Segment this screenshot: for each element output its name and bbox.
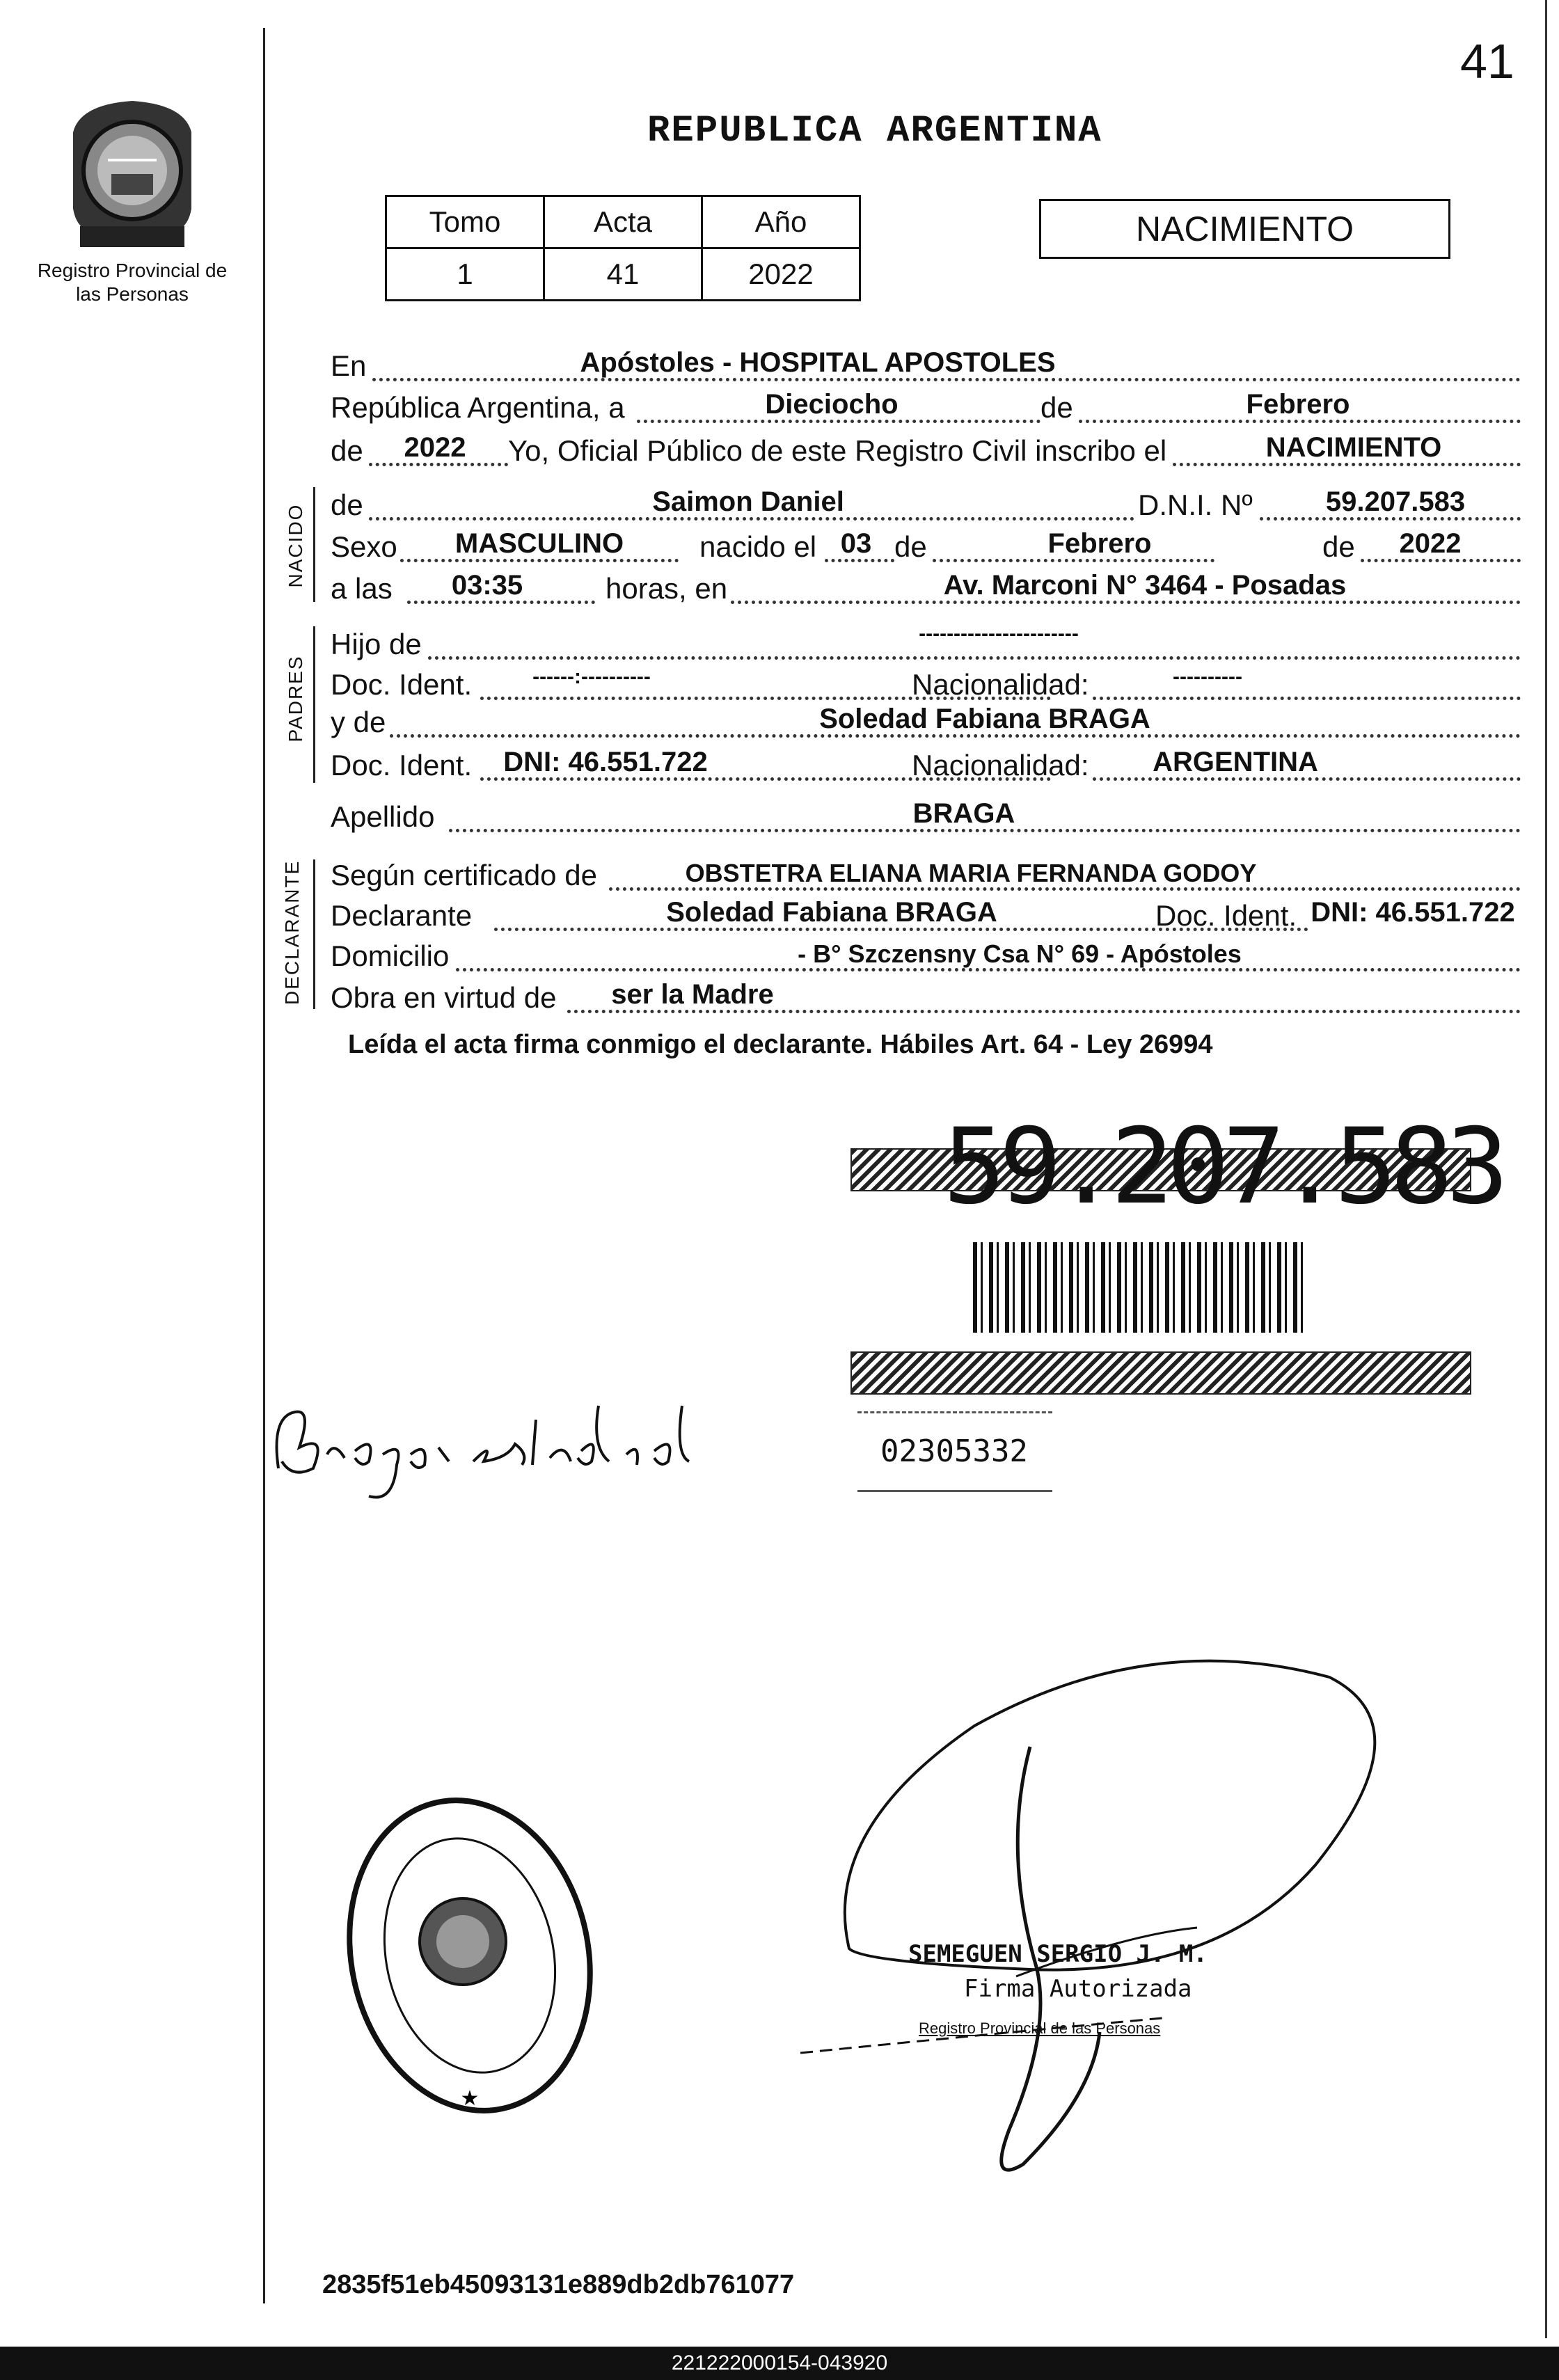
province-seal-icon [59, 90, 205, 254]
label-nacionalidad: Nacionalidad: [912, 668, 1089, 701]
child-dni-value: 59.207.583 [1325, 486, 1466, 517]
label-nacionalidad: Nacionalidad: [912, 749, 1089, 782]
form-line-republica [331, 390, 1521, 429]
child-name-value: Saimon Daniel [652, 486, 844, 517]
record-table-header: Acta [544, 196, 702, 248]
mother-doc-value: DNI: 46.551.722 [503, 747, 708, 777]
label-nacido-el: nacido el [699, 530, 817, 563]
form-line-y-de [331, 704, 1521, 743]
label-de-month: de [894, 530, 927, 563]
label-de-year: de [331, 434, 363, 467]
label-domicilio: Domicilio [331, 939, 450, 972]
address-value: - B° Szczensny Csa N° 69 - Apóstoles [798, 939, 1242, 968]
act-kind-value: NACIMIENTO [1265, 432, 1442, 463]
place-value: Apóstoles - HOSPITAL APOSTOLES [580, 347, 1056, 378]
section-label-padres: PADRES [285, 655, 306, 743]
mother-name-value: Soledad Fabiana BRAGA [819, 704, 1150, 734]
surname-value: BRAGA [912, 798, 1015, 829]
form-line-sexo [331, 529, 1521, 568]
margin-rule [263, 28, 265, 2303]
dotted-line [1093, 697, 1521, 700]
form-line-mother-doc [331, 747, 1521, 786]
padres-section-rule [313, 626, 315, 783]
official-stamp-icon [341, 1788, 599, 2123]
father-name-value: ----------------------- [919, 622, 1079, 645]
official-signature-icon [800, 1642, 1399, 2234]
bottom-code: 221222000154-043920 [671, 2351, 888, 2374]
declarante-section-rule [313, 859, 315, 1009]
mother-nationality-value: ARGENTINA [1153, 747, 1318, 777]
act-type-box: NACIMIENTO [1039, 199, 1450, 259]
label-apellido: Apellido [331, 800, 435, 833]
label-de-name: de [331, 489, 363, 521]
form-line-hijo-de [331, 622, 1521, 665]
year-registration-value: 2022 [404, 432, 466, 463]
declarant-signature-icon [264, 1392, 738, 1510]
registry-name: Registro Provincial de las Personas [37, 260, 228, 305]
record-table-cell: 41 [544, 248, 702, 301]
form-line-apellido [331, 799, 1521, 838]
form-line-en [331, 348, 1521, 387]
sticker-dni-number: 59.207.583 [943, 1106, 1503, 1228]
certificate-value: OBSTETRA ELIANA MARIA FERNANDA GODOY [685, 859, 1257, 887]
form-line-father-doc [331, 667, 1521, 706]
section-label-nacido: NACIDO [285, 503, 306, 588]
control-number: 02305332 [880, 1434, 1028, 1469]
section-label-declarante: DECLARANTE [281, 859, 303, 1005]
birth-time-value: 03:35 [451, 570, 523, 601]
form-line-obra [331, 980, 1521, 1019]
label-doc-ident: Doc. Ident. [331, 749, 473, 782]
country-title: REPUBLICA ARGENTINA [647, 110, 1102, 152]
official-organization: Registro Provincial de las Personas [919, 2020, 1161, 2037]
document-hash: 2835f51eb45093131e889db2db761077 [322, 2270, 795, 2299]
form-line-hora [331, 571, 1521, 610]
page-number: 41 [1460, 34, 1514, 88]
label-y-de: y de [331, 706, 386, 738]
nacido-section-rule [313, 487, 315, 602]
label-en: En [331, 349, 367, 382]
birth-year-value: 2022 [1399, 528, 1462, 559]
closing-statement: Leída el acta firma conmigo el declarante. Hábiles Art. 64 - Ley 26994 [348, 1030, 1213, 1059]
record-table-header: Año [702, 196, 860, 248]
label-doc-ident: Doc. Ident. [331, 668, 473, 701]
sticker-band-bottom [850, 1351, 1471, 1395]
label-yo-oficial: Yo, Oficial Público de este Registro Civil inscribo el [508, 434, 1167, 467]
month-registration-value: Febrero [1246, 389, 1350, 420]
father-doc-value: ------:---------- [532, 665, 651, 688]
capacity-value: ser la Madre [611, 979, 774, 1010]
record-table-header: Tomo [386, 196, 544, 248]
label-de-birth-year: de [1322, 530, 1355, 563]
label-horas-en: horas, en [606, 572, 728, 605]
form-line-certificado [331, 857, 1521, 896]
dotted-line [428, 656, 1521, 660]
birth-place-value: Av. Marconi N° 3464 - Posadas [943, 570, 1347, 601]
declarant-doc-value: DNI: 46.551.722 [1311, 897, 1515, 928]
label-sexo: Sexo [331, 530, 397, 563]
barcode-icon [973, 1242, 1307, 1333]
label-a-las: a las [331, 572, 393, 605]
label-obra-en-virtud: Obra en virtud de [331, 981, 557, 1014]
label-declarant-doc: Doc. Ident. [1155, 899, 1297, 932]
record-table-cell: 1 [386, 248, 544, 301]
label-segun-certificado: Según certificado de [331, 859, 597, 891]
form-line-oficial [331, 433, 1521, 472]
sex-value: MASCULINO [454, 528, 624, 559]
official-name: SEMEGUEN SERGIO J. M. [908, 1940, 1208, 1968]
svg-text:★: ★ [460, 2086, 480, 2111]
label-republica: República Argentina, a [331, 391, 625, 424]
label-declarante: Declarante [331, 899, 473, 932]
right-edge-rule [1545, 0, 1547, 2338]
birth-day-value: 03 [840, 528, 872, 559]
form-line-name [331, 487, 1521, 526]
label-hijo-de: Hijo de [331, 628, 422, 660]
declarant-name-value: Soledad Fabiana BRAGA [666, 897, 997, 928]
label-dni: D.N.I. Nº [1138, 489, 1253, 521]
form-line-declarante [331, 898, 1521, 937]
official-role: Firma Autorizada [964, 1975, 1192, 2003]
form-line-domicilio [331, 938, 1521, 977]
day-registration-value: Dieciocho [765, 389, 899, 420]
record-table [385, 195, 861, 301]
record-table-cell: 2022 [702, 248, 860, 301]
father-nationality-value: ---------- [1173, 665, 1242, 688]
birth-month-value: Febrero [1047, 528, 1152, 559]
label-de: de [1040, 391, 1073, 424]
